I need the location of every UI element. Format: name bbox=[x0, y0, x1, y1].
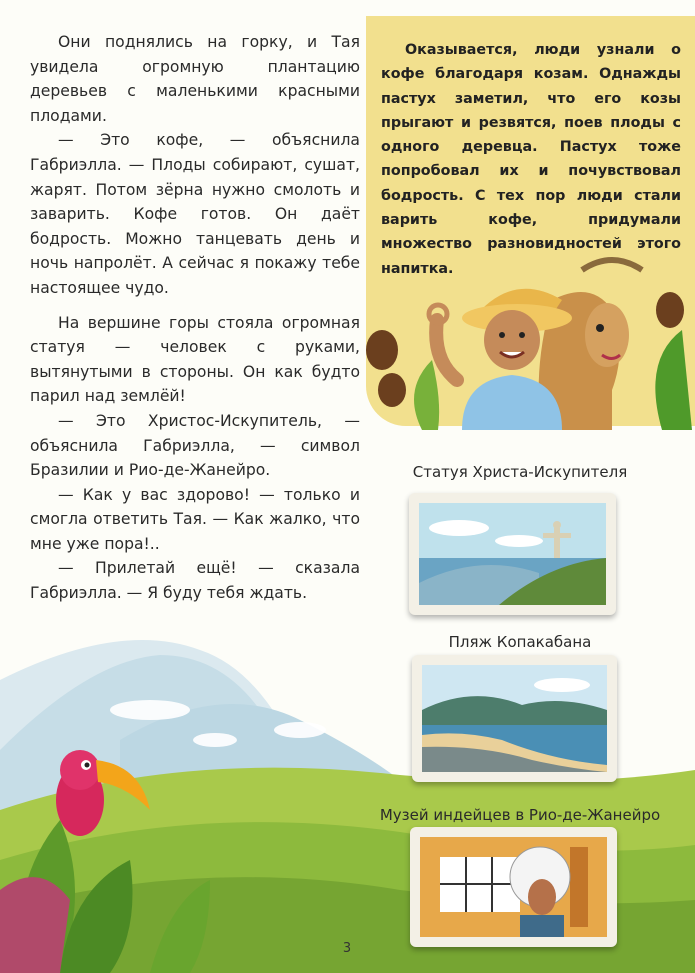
fact-text: Оказывается, люди узнали о кофе благодаря козам. Однажды пастух заметил, что его козы прыгают и резвятся, поев плоды с одного деревца. Пастух тоже попробовал их и почувствовал бодрость. С тех пор люди стали варить кофе, придумали множество разновидностей этого напитка. bbox=[381, 42, 681, 277]
photo-indian-museum bbox=[410, 827, 617, 947]
photo-caption-museum: Музей индейцев в Рио-де-Жанейро bbox=[379, 806, 661, 824]
photo-caption-christ: Статуя Христа-Искупителя bbox=[412, 463, 628, 481]
story-paragraph: — Прилетай ещё! — сказала Габриэлла. — Я буду тебя ждать. bbox=[30, 559, 360, 603]
story-paragraph: На вершине горы стояла огромная статуя — человек с руками, вытянутыми в стороны. Он как будто парил над землёй! bbox=[30, 313, 360, 406]
story-paragraph: — Это кофе, — объяснила Габриэлла. — Плоды собирают, сушат, жарят. Потом зёрна нужно смолоть и заварить. Кофе готов. Он даёт бодрость. Можно танцевать день и ночь напролёт. А сейчас я покажу тебе настоящее чудо. bbox=[30, 131, 360, 297]
story-paragraph: Они поднялись на горку, и Тая увидела огромную плантацию деревьев с маленькими красными плодами. bbox=[30, 33, 360, 125]
page-number: 3 bbox=[342, 941, 352, 956]
story-paragraph: — Как у вас здорово! — только и смогла ответить Тая. — Как жалко, что мне уже пора!.. bbox=[30, 485, 360, 553]
shepherd-and-goat-illustration bbox=[362, 240, 692, 430]
photo-copacabana-beach bbox=[412, 655, 617, 782]
story-paragraph: — Это Христос-Искупитель, — объяснила Габриэлла, — символ Бразилии и Рио-де-Жанейро. bbox=[30, 411, 360, 480]
photo-caption-copacabana: Пляж Копакабана bbox=[448, 633, 592, 651]
story-text bbox=[30, 30, 360, 606]
photo-christ-redeemer bbox=[409, 493, 616, 615]
